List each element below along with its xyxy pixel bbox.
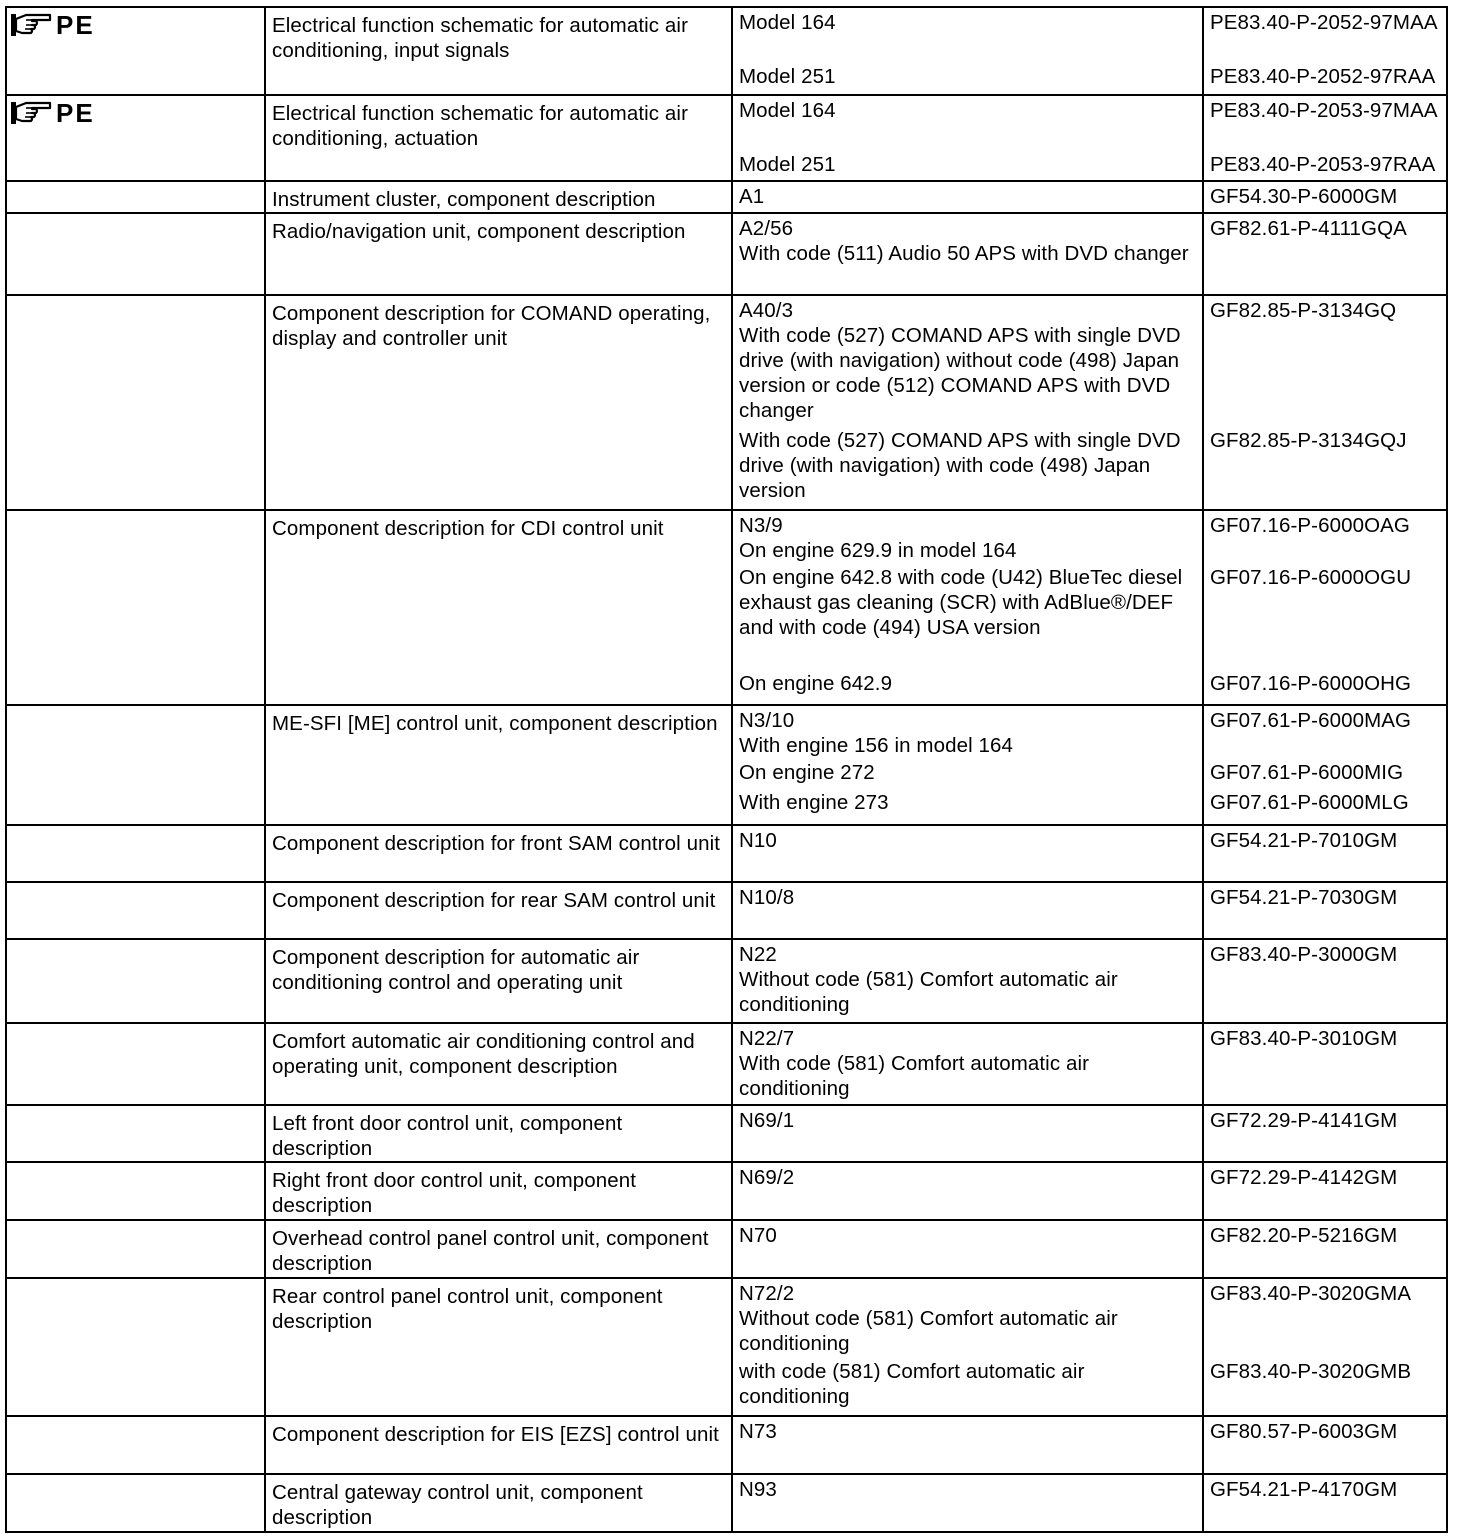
table-row: [6, 295, 1447, 509]
document-cell: [1203, 510, 1447, 705]
description-cell: [265, 213, 732, 295]
document-reference-link[interactable]: GF82.61-P-4111GQA: [1210, 217, 1407, 241]
table-row: [6, 1105, 1447, 1162]
document-reference-link[interactable]: GF82.85-P-3134GQJ: [1210, 429, 1407, 453]
document-reference-link[interactable]: GF07.61-P-6000MLG: [1210, 790, 1409, 814]
condition-text: On engine 272: [739, 760, 875, 784]
condition-text: With code (527) COMAND APS with single DVD drive (with navigation) with code (498) Japan version: [739, 429, 1181, 503]
description-text: Overhead control panel control unit, component description: [272, 1227, 709, 1276]
table-row: [6, 1162, 1447, 1220]
condition-cell: [732, 705, 1203, 825]
description-cell: [265, 825, 732, 882]
document-reference-link[interactable]: GF72.29-P-4141GM: [1210, 1109, 1398, 1133]
marker-cell: [6, 1105, 265, 1162]
description-cell: [265, 1105, 732, 1162]
document-cell: [1203, 1278, 1447, 1416]
description-text: Electrical function schematic for automatic air conditioning, actuation: [272, 102, 689, 151]
document-cell: [1203, 1105, 1447, 1162]
document-reference-link[interactable]: GF80.57-P-6003GM: [1210, 1419, 1398, 1443]
condition-cell: [732, 882, 1203, 939]
pe-marker[interactable]: [7, 8, 264, 39]
condition-text: N93: [739, 1477, 777, 1501]
pe-marker[interactable]: [7, 96, 264, 127]
marker-cell: [6, 95, 265, 181]
condition-text: A1: [739, 185, 765, 209]
table-row: [6, 939, 1447, 1023]
document-cell: [1203, 1162, 1447, 1220]
description-text: Instrument cluster, component description: [272, 188, 656, 212]
document-cell: [1203, 95, 1447, 181]
document-cell: [1203, 213, 1447, 295]
condition-cell: [732, 1416, 1203, 1474]
condition-cell: [732, 7, 1203, 95]
document-reference-link[interactable]: GF07.61-P-6000MAG: [1210, 708, 1412, 732]
condition-text: With engine 273: [739, 790, 889, 814]
condition-cell: [732, 510, 1203, 705]
document-reference-link[interactable]: GF07.16-P-6000OGU: [1210, 565, 1412, 589]
marker-cell: [6, 1220, 265, 1277]
description-text: Component description for COMAND operating, display and controller unit: [272, 302, 711, 351]
condition-text: N22 Without code (581) Comfort automatic air conditioning: [739, 943, 1118, 1017]
condition-text: N69/1: [739, 1109, 795, 1133]
condition-text: N3/10 With engine 156 in model 164: [739, 708, 1014, 757]
table-row: [6, 213, 1447, 295]
table-row: [6, 181, 1447, 213]
marker-cell: [6, 1416, 265, 1474]
document-cell: [1203, 1474, 1447, 1532]
condition-cell: [732, 1220, 1203, 1277]
marker-cell: [6, 510, 265, 705]
description-cell: [265, 1278, 732, 1416]
document-cell: [1203, 7, 1447, 95]
condition-cell: [732, 825, 1203, 882]
document-cell: [1203, 1416, 1447, 1474]
reference-table: [5, 6, 1448, 1533]
condition-text: N70: [739, 1224, 777, 1248]
marker-cell: [6, 1162, 265, 1220]
table-row: [6, 1278, 1447, 1416]
description-text: Component description for rear SAM control unit: [272, 889, 716, 913]
description-cell: [265, 295, 732, 509]
document-cell: [1203, 295, 1447, 509]
document-reference-link[interactable]: GF54.21-P-7010GM: [1210, 829, 1398, 853]
document-reference-link[interactable]: GF82.85-P-3134GQ: [1210, 299, 1397, 323]
description-text: ME-SFI [ME] control unit, component description: [272, 711, 718, 735]
reference-table-container: [5, 6, 1448, 1533]
condition-text: N3/9 On engine 629.9 in model 164: [739, 513, 1017, 562]
marker-cell: [6, 1474, 265, 1532]
description-cell: [265, 1474, 732, 1532]
condition-text: Model 164: [739, 99, 836, 123]
document-reference-link[interactable]: GF82.20-P-5216GM: [1210, 1224, 1398, 1248]
description-text: Electrical function schematic for automatic air conditioning, input signals: [272, 14, 689, 62]
description-cell: [265, 939, 732, 1023]
description-cell: [265, 7, 732, 95]
condition-cell: [732, 1105, 1203, 1162]
marker-cell: [6, 705, 265, 825]
pointing-hand-icon: [10, 12, 52, 38]
document-cell: [1203, 939, 1447, 1023]
marker-cell: [6, 181, 265, 213]
document-reference-link[interactable]: GF83.40-P-3020GMB: [1210, 1359, 1412, 1383]
table-row: [6, 882, 1447, 939]
description-cell: [265, 1220, 732, 1277]
document-cell: [1203, 1023, 1447, 1105]
table-row: [6, 510, 1447, 705]
marker-cell: [6, 825, 265, 882]
marker-cell: [6, 295, 265, 509]
condition-cell: [732, 295, 1203, 509]
condition-text: On engine 642.9: [739, 671, 893, 695]
condition-cell: [732, 939, 1203, 1023]
description-text: Comfort automatic air conditioning control and operating unit, component description: [272, 1030, 695, 1079]
description-text: Right front door control unit, component description: [272, 1169, 637, 1218]
table-row: [6, 1416, 1447, 1474]
condition-text: N69/2: [739, 1166, 795, 1190]
document-cell: [1203, 1220, 1447, 1277]
condition-text: Model 251: [739, 65, 836, 88]
condition-cell: [732, 95, 1203, 181]
pe-marker-label: PE: [56, 10, 95, 40]
table-row: [6, 1220, 1447, 1277]
table-row: [6, 825, 1447, 882]
description-text: Component description for front SAM control unit: [272, 832, 721, 856]
marker-cell: [6, 213, 265, 295]
description-cell: [265, 1023, 732, 1105]
description-text: Component description for automatic air conditioning control and operating unit: [272, 946, 640, 995]
marker-cell: [6, 1023, 265, 1105]
document-reference-link[interactable]: GF83.40-P-3000GM: [1210, 943, 1398, 967]
table-row: [6, 95, 1447, 181]
document-reference-link[interactable]: GF07.61-P-6000MIG: [1210, 760, 1404, 784]
document-reference-link[interactable]: GF54.21-P-7030GM: [1210, 886, 1398, 910]
pe-marker-label: PE: [56, 98, 95, 129]
marker-cell: [6, 7, 265, 95]
condition-text: N73: [739, 1419, 777, 1443]
document-reference-link[interactable]: PE83.40-P-2052-97RAA: [1210, 65, 1436, 88]
document-reference-link[interactable]: PE83.40-P-2052-97MAA: [1210, 11, 1438, 34]
condition-text: On engine 642.8 with code (U42) BlueTec diesel exhaust gas cleaning (SCR) with AdBlue®/DEF and with code (494) USA version: [739, 565, 1183, 639]
reference-table-body: [6, 7, 1447, 1532]
description-text: Rear control panel control unit, component description: [272, 1284, 663, 1333]
description-text: Left front door control unit, component description: [272, 1112, 623, 1161]
description-text: Radio/navigation unit, component description: [272, 220, 686, 244]
document-cell: [1203, 181, 1447, 213]
condition-cell: [732, 1023, 1203, 1105]
condition-text: N10: [739, 829, 777, 853]
description-cell: [265, 705, 732, 825]
condition-cell: [732, 181, 1203, 213]
condition-text: N22/7 With code (581) Comfort automatic air conditioning: [739, 1027, 1090, 1101]
document-reference-link[interactable]: PE83.40-P-2053-97MAA: [1210, 99, 1438, 123]
document-reference-link[interactable]: GF54.30-P-6000GM: [1210, 185, 1398, 209]
marker-cell: [6, 882, 265, 939]
condition-cell: [732, 213, 1203, 295]
description-cell: [265, 1162, 732, 1220]
document-cell: [1203, 882, 1447, 939]
marker-cell: [6, 939, 265, 1023]
document-reference-link[interactable]: GF07.16-P-6000OHG: [1210, 671, 1412, 695]
document-reference-link[interactable]: GF72.29-P-4142GM: [1210, 1166, 1398, 1190]
condition-text: Model 164: [739, 11, 836, 34]
condition-text: N10/8: [739, 886, 795, 910]
document-cell: [1203, 825, 1447, 882]
table-row: [6, 705, 1447, 825]
marker-cell: [6, 1278, 265, 1416]
description-cell: [265, 1416, 732, 1474]
table-row: [6, 1474, 1447, 1532]
document-cell: [1203, 705, 1447, 825]
table-row: [6, 1023, 1447, 1105]
description-cell: [265, 95, 732, 181]
condition-text: A40/3 With code (527) COMAND APS with single DVD drive (with navigation) without code (498) Japan version or code (512) COMAND APS with DVD changer: [739, 299, 1181, 423]
description-cell: [265, 510, 732, 705]
document-reference-link[interactable]: GF83.40-P-3010GM: [1210, 1027, 1398, 1051]
condition-text: Model 251: [739, 153, 836, 177]
condition-text: A2/56 With code (511) Audio 50 APS with DVD changer: [739, 217, 1189, 266]
description-text: Central gateway control unit, component description: [272, 1480, 643, 1529]
condition-text: with code (581) Comfort automatic air conditioning: [739, 1359, 1085, 1408]
document-reference-link[interactable]: GF83.40-P-3020GMA: [1210, 1281, 1412, 1305]
table-row: [6, 7, 1447, 95]
condition-cell: [732, 1278, 1203, 1416]
document-reference-link[interactable]: PE83.40-P-2053-97RAA: [1210, 153, 1436, 177]
condition-text: N72/2 Without code (581) Comfort automatic air conditioning: [739, 1281, 1118, 1355]
condition-cell: [732, 1162, 1203, 1220]
description-text: Component description for CDI control unit: [272, 516, 664, 540]
description-cell: [265, 181, 732, 213]
document-reference-link[interactable]: GF07.16-P-6000OAG: [1210, 513, 1410, 537]
description-cell: [265, 882, 732, 939]
pointing-hand-icon: [10, 100, 52, 126]
document-reference-link[interactable]: GF54.21-P-4170GM: [1210, 1477, 1398, 1501]
description-text: Component description for EIS [EZS] control unit: [272, 1422, 719, 1446]
condition-cell: [732, 1474, 1203, 1532]
